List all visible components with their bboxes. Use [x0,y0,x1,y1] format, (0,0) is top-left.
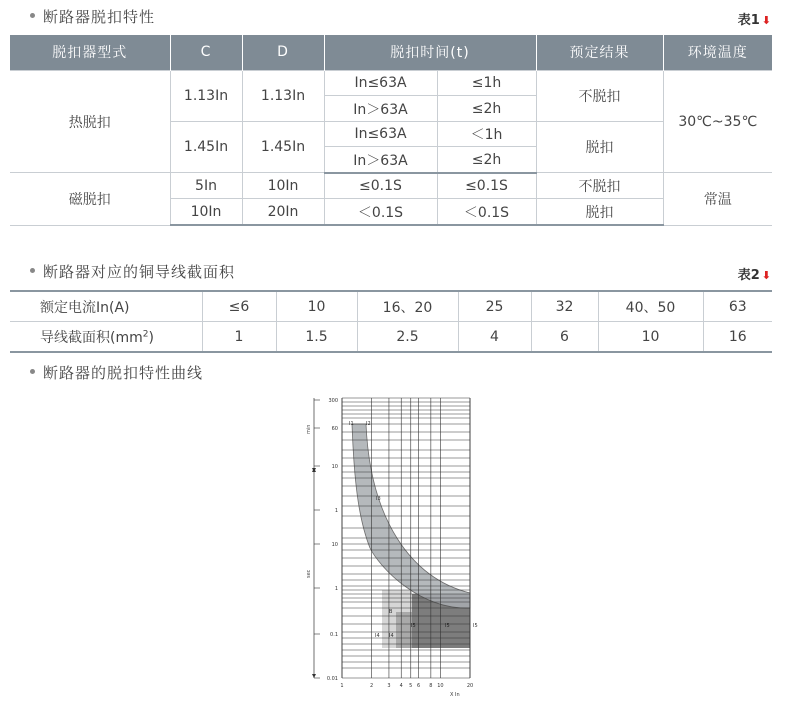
cell-time: ≤2h [437,147,536,173]
cell-time: ≤0.1S [324,173,437,199]
cell-time: ＜1h [437,121,536,147]
table-cell: 32 [531,291,598,322]
cell-d: 1.45In [242,121,324,173]
header-d: D [242,35,324,70]
cell-current: In≤63A [324,121,437,147]
cell-d: 10In [242,173,324,199]
table-row [10,291,772,322]
x-tick-label: 10 [437,683,444,689]
table-cell: 1 [202,322,276,353]
cell-time: ＜0.1S [324,199,437,225]
table-cell: 4 [458,322,531,353]
table-row [10,173,772,199]
y-tick-label: 10 [331,542,338,548]
bullet-dot-icon [30,13,35,18]
cell-time: ≤1h [437,70,536,96]
cell-d: 1.13In [242,70,324,121]
y-tick-label: 0.01 [326,676,338,682]
table-cell: 10 [598,322,703,353]
y-tick-label: 0.1 [330,632,338,638]
y-axis-units [306,398,316,678]
download-arrow-icon: ⬇ [761,269,771,282]
cell-current: In＞63A [324,96,437,122]
x-tick-label: 3 [387,683,391,689]
y-tick-label: 1 [334,586,338,592]
table-cell: 2.5 [357,322,458,353]
table-cell: 40、50 [598,291,703,322]
cell-temp: 常温 [663,173,772,225]
section-title-trip-curve: 断路器的脱扣特性曲线 [30,362,203,383]
table-cell: 16 [703,322,772,353]
table-cell: ≤6 [202,291,276,322]
table-tag-1: 表1 ⬇ [737,13,771,28]
unit-min: min [306,424,312,434]
cell-current: In≤63A [324,70,437,96]
label-b: B [389,609,393,615]
cell-temp: 30℃~35℃ [663,70,772,173]
magnetic-release-label: 磁脱扣 [10,173,170,225]
label-i5c: I5 [473,623,478,629]
x-tick-label: 4 [399,683,403,689]
cell-c: 1.45In [170,121,242,173]
header-result: 预定结果 [536,35,663,70]
header-release-type: 脱扣器型式 [10,35,170,70]
cell-c: 5In [170,173,242,199]
thermal-release-label: 热脱扣 [10,70,170,173]
label-i1: I1 [349,421,354,427]
y-tick-label: 300 [328,398,338,404]
table-header-row [10,35,772,70]
header-ambient-temp: 环境温度 [663,35,772,70]
cell-c: 10In [170,199,242,225]
cell-result: 脱扣 [536,199,663,225]
y-tick-label: 60 [331,426,338,432]
table-row [10,322,772,353]
bullet-dot-icon [30,268,35,273]
cell-result: 不脱扣 [536,173,663,199]
table-row [10,70,772,96]
x-tick-label: 8 [429,683,433,689]
x-tick-label: 5 [409,683,413,689]
cell-time: ＜0.1S [437,199,536,225]
x-tick-label: 1 [340,683,344,689]
table-cell: 1.5 [276,322,357,353]
x-tick-label: 6 [416,683,421,689]
zone-mid [396,612,412,648]
label-i3: I3 [376,496,381,502]
label-i5b: I5 [445,623,450,629]
section-title-wire-cross-section: 断路器对应的铜导线截面积 [30,261,235,282]
table-cell: 6 [531,322,598,353]
cell-result: 脱扣 [536,121,663,173]
table-cell: 63 [703,291,772,322]
label-i2: I2 [366,421,371,427]
cell-c: 1.13In [170,70,242,121]
table-cell: 10 [276,291,357,322]
table-cell: 25 [458,291,531,322]
cell-d: 20In [242,199,324,225]
label-i5a: I5 [411,623,416,629]
wire-area-label: 导线截面积$(mm^2)$ [10,322,202,353]
unit-sec: sec [306,569,312,578]
table-cell: 16、20 [357,291,458,322]
cell-time: ≤2h [437,96,536,122]
bullet-dot-icon [30,369,35,374]
rated-current-label: 额定电流In(A) [10,291,202,322]
cell-current: In＞63A [324,147,437,173]
section-title-trip-characteristics: 断路器脱扣特性 [30,6,155,27]
y-tick-label: 1 [334,508,338,514]
label-i4: I4 [375,633,380,639]
download-arrow-icon: ⬇ [761,14,771,27]
cell-result: 不脱扣 [536,70,663,121]
y-tick-label: 10 [331,464,338,470]
cell-time: ≤0.1S [437,173,536,199]
header-c: C [170,35,242,70]
wire-cross-section-table [10,290,772,353]
y-axis-labels [314,398,338,682]
x-axis-labels [340,683,473,689]
label-i4b: I4 [389,633,394,639]
x-tick-label: 20 [466,683,474,689]
x-axis-label: X In [450,692,460,698]
header-trip-time: 脱扣时间(t) [324,35,536,70]
table-tag-2: 表2 ⬇ [737,268,771,283]
trip-characteristics-table [10,35,772,226]
x-tick-label: 2 [370,683,374,689]
trip-curve-figure [300,388,490,700]
